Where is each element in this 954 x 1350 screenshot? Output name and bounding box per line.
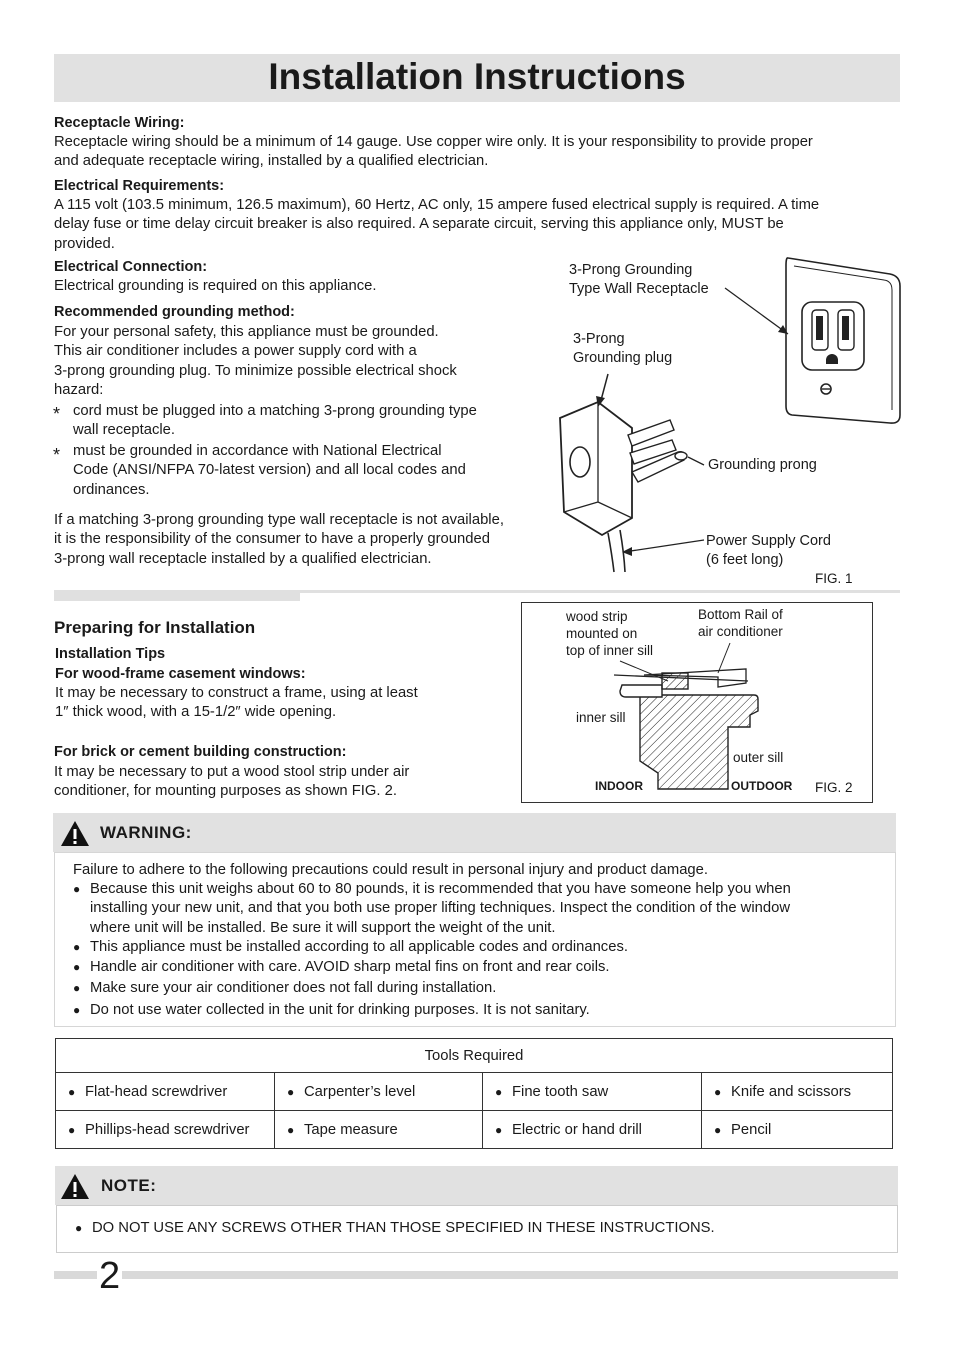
brick-text: It may be necessary to put a wood stool strip under air conditioner, for mounting purposes as shown FIG. 2. xyxy=(54,764,410,800)
fig2-outer-sill-label: outer sill xyxy=(733,750,784,765)
wall-section xyxy=(640,695,758,789)
receptacle-text: Receptacle wiring should be a minimum of 14 gauge. Use copper wire only. It is your responsibility to provide proper and adequate receptacle wiring, installed by a qualified electrician. xyxy=(54,134,813,170)
table-row xyxy=(56,1073,893,1111)
note-text: ● DO NOT USE ANY SCREWS OTHER THAN THOSE SPECIFIED IN THESE INSTRUCTIONS. xyxy=(75,1220,715,1236)
receptacle-heading: Receptacle Wiring: xyxy=(54,115,185,131)
section-tab xyxy=(54,593,300,601)
warning-bullet: ● Handle air conditioner with care. AVOID sharp metal fins on front and rear coils. xyxy=(73,959,610,976)
electrical-requirements-text: A 115 volt (103.5 minimum, 126.5 maximum), 60 Hertz, AC only, 15 ampere fused electrical supply is required. A time delay fuse or time delay circuit breaker is also required. A separate circuit, serving this appliance only, MUST be provided. xyxy=(54,197,820,252)
inner-sill xyxy=(620,685,662,697)
footer-bar xyxy=(54,1271,898,1279)
grounding-text: For your personal safety, this appliance must be grounded. This air conditioner includes a power supply cord with a 3-prong grounding plug. To minimize possible electrical shock hazard: xyxy=(54,324,457,398)
warning-bullet: ● Do not use water collected in the unit for drinking purposes. It is not sanitary. xyxy=(73,1001,590,1018)
note-header xyxy=(55,1166,898,1205)
fig2-bottom-rail-label: Bottom Rail of air conditioner xyxy=(698,607,783,639)
electrical-requirements-heading: Electrical Requirements: xyxy=(54,178,225,194)
tool-cell: ● Carpenter’s level xyxy=(275,1073,483,1111)
warning-bullet: ● Because this unit weighs about 60 to 80 pounds, it is recommended that you have someone help you when installing your new unit, and that you both use proper lifting techniques. Inspect the condition of the window where unit will be installed. Be sure it will support the weight of the unit. xyxy=(73,881,791,936)
fig1-cord-label: Power Supply Cord (6 feet long) xyxy=(706,533,831,568)
tools-header: Tools Required xyxy=(56,1039,893,1073)
tool-cell: ● Pencil xyxy=(702,1111,893,1149)
note-title: NOTE: xyxy=(101,1176,157,1195)
bullet-star: * xyxy=(53,445,61,465)
fig2-wood-strip-label: wood strip mounted on top of inner sill xyxy=(566,609,654,658)
grounding-heading: Recommended grounding method: xyxy=(54,304,295,320)
brick-heading: For brick or cement building construction: xyxy=(54,744,347,760)
wood-frame-text: It may be necessary to construct a frame, using at least 1″ thick wood, with a 15-1/2″ wide opening. xyxy=(55,685,418,721)
page-title: Installation Instructions xyxy=(268,56,686,97)
fig2-outdoor-label: OUTDOOR xyxy=(731,779,793,793)
warning-bullet: ● Make sure your air conditioner does not fall during installation. xyxy=(73,980,497,997)
fig1-receptacle-label: 3-Prong Grounding Type Wall Receptacle xyxy=(569,262,709,297)
warning-intro: Failure to adhere to the following precautions could result in personal injury and product damage. xyxy=(73,862,709,878)
fig2-indoor-label: INDOOR xyxy=(595,779,643,793)
grounding-bullet-1: cord must be plugged into a matching 3-prong grounding type wall receptacle. xyxy=(73,403,477,439)
warning-bullet: ● This appliance must be installed according to all applicable codes and ordinances. xyxy=(73,938,628,955)
grounding-closing: If a matching 3-prong grounding type wall receptacle is not available, it is the responsibility of the consumer to have a properly grounded 3-prong wall receptacle installed by a qualified electrician. xyxy=(54,512,504,567)
warning-bullet-list xyxy=(73,880,791,1020)
tool-cell: ● Flat-head screwdriver xyxy=(56,1073,275,1111)
warning-title: WARNING: xyxy=(100,823,192,842)
fig1-caption: FIG. 1 xyxy=(815,571,853,586)
tool-cell: ● Knife and scissors xyxy=(702,1073,893,1111)
tools-table xyxy=(55,1038,893,1149)
bullet-star: * xyxy=(53,404,61,424)
warning-icon xyxy=(60,820,90,847)
fig1-plug-label: 3-Prong Grounding plug xyxy=(573,331,673,366)
fig1-prong-label: Grounding prong xyxy=(708,457,817,473)
tool-cell: ● Tape measure xyxy=(275,1111,483,1149)
warning-icon xyxy=(60,1173,90,1200)
installation-tips-heading: Installation Tips xyxy=(55,646,166,662)
page-number: 2 xyxy=(99,1255,121,1297)
tool-cell: ● Phillips-head screwdriver xyxy=(56,1111,275,1149)
fig2-caption: FIG. 2 xyxy=(815,780,853,795)
tool-cell: ● Electric or hand drill xyxy=(483,1111,702,1149)
wood-frame-heading: For wood-frame casement windows: xyxy=(55,666,306,682)
table-row xyxy=(56,1111,893,1149)
electrical-connection-text: Electrical grounding is required on this appliance. xyxy=(54,278,377,294)
grounding-bullet-2: must be grounded in accordance with National Electrical Code (ANSI/NFPA 70-latest version) and all local codes and ordinances. xyxy=(73,443,466,498)
fig2-inner-sill-label: inner sill xyxy=(576,710,626,725)
preparing-heading: Preparing for Installation xyxy=(54,618,256,637)
electrical-connection-heading: Electrical Connection: xyxy=(54,259,208,275)
tool-cell: ● Fine tooth saw xyxy=(483,1073,702,1111)
